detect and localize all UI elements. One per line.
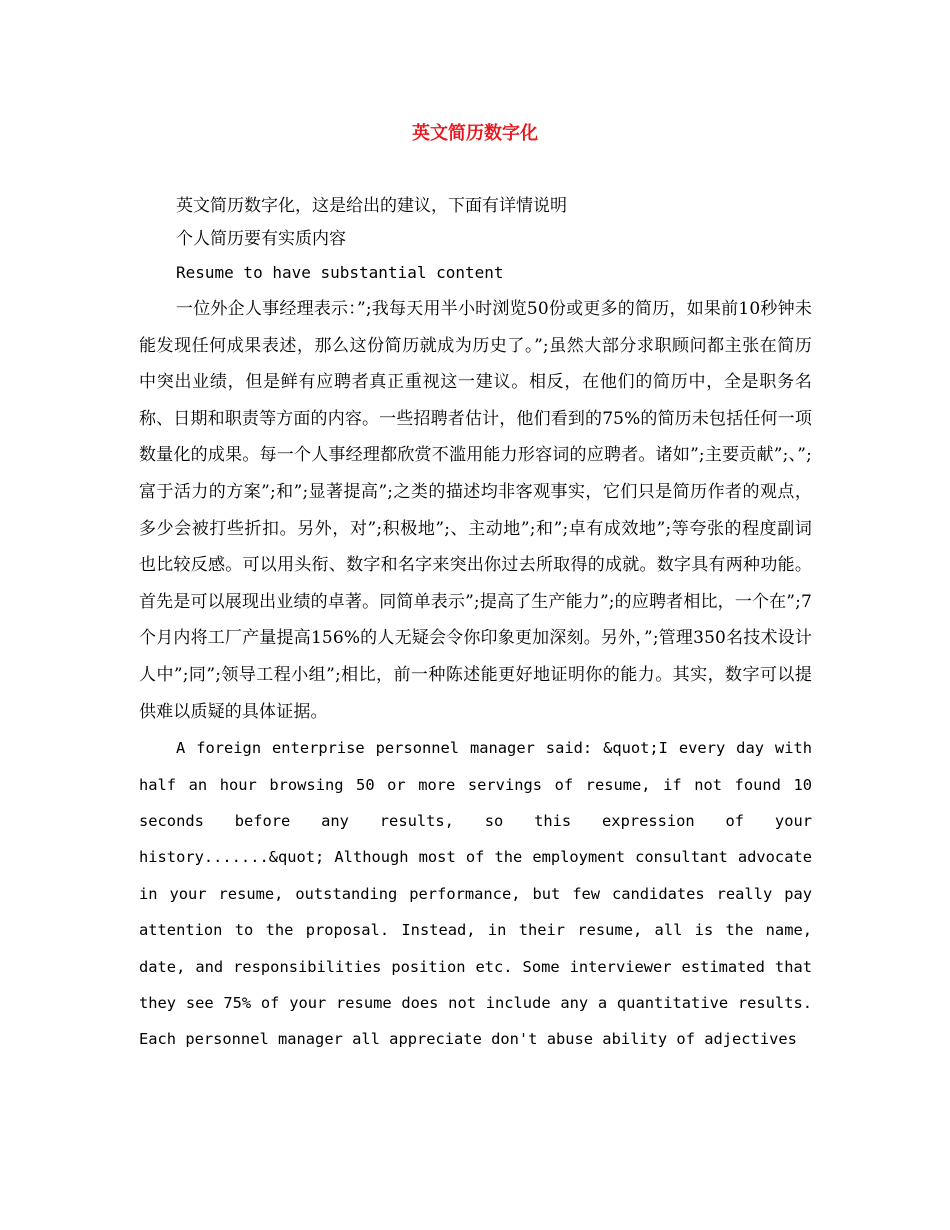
- intro-line: 英文简历数字化，这是给出的建议，下面有详情说明: [176, 196, 567, 216]
- paragraph-en: A foreign enterprise personnel manager said: &quot;I every day with half an hour browsing 50 or more servings of resume, if not found 10 seconds before any results, so this expression of your history.......&quot; Although most of the employment consultant advocate in your resume, outstanding performance, but few candidates really pay attention to the proposal. Instead, in their resume, all is the name, date, and responsibilities position etc. Some interviewer estimated that they see 75% of your resume does not include any a quantitative results. Each personnel manager all appreciate don't abuse ability of adjectives: [139, 739, 812, 1049]
- subheading-cn: 个人简历要有实质内容: [176, 229, 346, 249]
- subheading-en: Resume to have substantial content: [176, 263, 504, 282]
- document-title: 英文简历数字化: [412, 123, 538, 144]
- document-body: [139, 192, 812, 1058]
- paragraph-cn: 一位外企人事经理表示：”;我每天用半小时浏览50份或更多的简历，如果前10秒钟未能发现任何成果表述，那么这份简历就成为历史了。”;虽然大部分求职顾问都主张在简历中突出业绩，但是鲜有应聘者真正重视这一建议。相反，在他们的简历中，全是职务名称、日期和职责等方面的内容。一些招聘者估计，他们看到的75%的简历未包括任何一项数量化的成果。每一个人事经理都欣赏不滥用能力形容词的应聘者。诸如”;主要贡献”;、”;富于活力的方案”;和”;显著提高”;之类的描述均非客观事实，它们只是简历作者的观点，多少会被打些折扣。另外，对”;积极地”;、主动地”;和”;卓有成效地”;等夸张的程度副词也比较反感。可以用头衔、数字和名字来突出你过去所取得的成就。数字具有两种功能。首先是可以展现出业绩的卓著。同简单表示”;提高了生产能力”;的应聘者相比，一个在”;7个月内将工厂产量提高156%的人无疑会令你印象更加深刻。另外，”;管理350名技术设计人中”;同”;领导工程小组”;相比，前一种陈述能更好地证明你的能力。其实，数字可以提供难以质疑的具体证据。: [139, 299, 812, 722]
